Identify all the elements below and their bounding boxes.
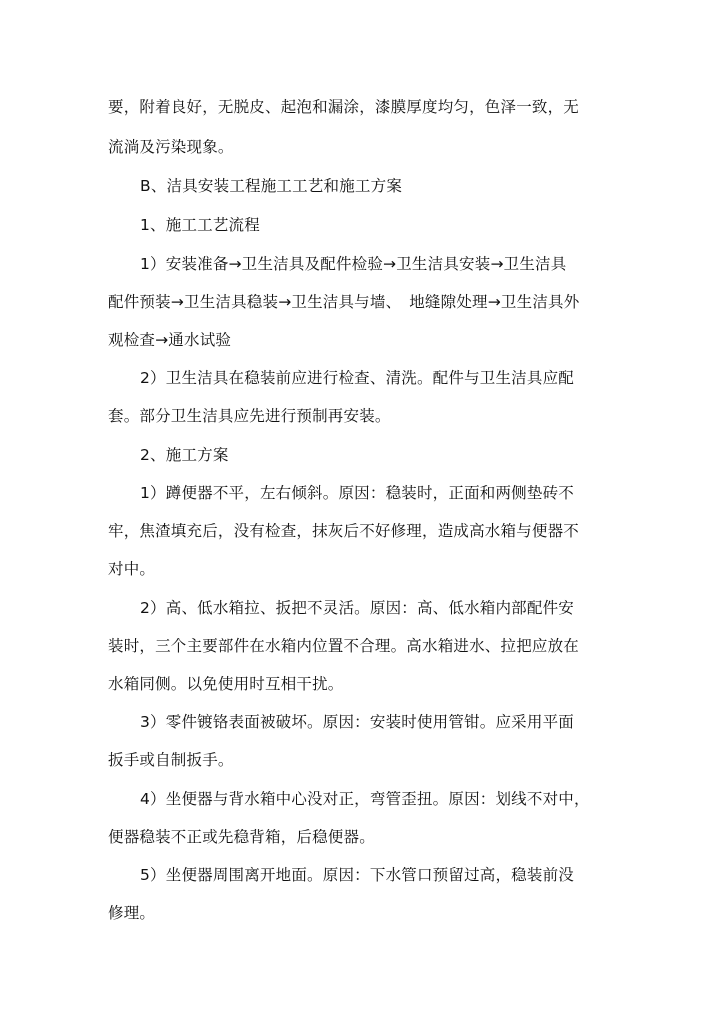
paragraph-issue-4-line: 4）坐便器与背水箱中心没对正，弯管歪扭。原因：划线不对中， xyxy=(140,790,590,808)
subsection-heading-1: 1、施工工艺流程 xyxy=(140,216,260,234)
paragraph-issue-3-line: 扳手或自制扳手。 xyxy=(108,751,234,769)
paragraph-step-1-line: 1）安装准备→卫生洁具及配件检验→卫生洁具安装→卫生洁具 xyxy=(140,255,567,273)
paragraph-issue-2-line: 2）高、低水箱拉、扳把不灵活。原因：高、低水箱内部配件安 xyxy=(140,599,574,617)
text-line-continuation: 要，附着良好，无脱皮、起泡和漏涂，漆膜厚度均匀，色泽一致，无 xyxy=(108,98,580,116)
paragraph-issue-1-line: 牢，焦渣填充后，没有检查，抹灰后不好修理，造成高水箱与便器不 xyxy=(108,522,580,540)
paragraph-issue-5-line: 5）坐便器周围离开地面。原因：下水管口预留过高，稳装前没 xyxy=(140,866,574,884)
paragraph-step-1-line: 配件预装→卫生洁具稳装→卫生洁具与墙、 地缝隙处理→卫生洁具外 xyxy=(108,293,580,311)
paragraph-step-1-line: 观检查→通水试验 xyxy=(108,331,232,349)
paragraph-issue-1-line: 对中。 xyxy=(108,560,156,578)
section-heading-b: B、洁具安装工程施工工艺和施工方案 xyxy=(140,177,403,195)
subsection-heading-2: 2、施工方案 xyxy=(140,446,229,464)
paragraph-issue-5-line: 修理。 xyxy=(108,904,156,922)
text-line: 流淌及污染现象。 xyxy=(108,138,234,156)
paragraph-step-2-line: 2）卫生洁具在稳装前应进行检查、清洗。配件与卫生洁具应配 xyxy=(140,369,574,387)
paragraph-issue-2-line: 水箱同侧。以免使用时互相干扰。 xyxy=(108,675,344,693)
paragraph-issue-2-line: 装时，三个主要部件在水箱内位置不合理。高水箱进水、拉把应放在 xyxy=(108,637,580,655)
paragraph-issue-4-line: 便器稳装不正或先稳背箱，后稳便器。 xyxy=(108,828,375,846)
paragraph-issue-1-line: 1）蹲便器不平，左右倾斜。原因：稳装时，正面和两侧垫砖不 xyxy=(140,484,574,502)
paragraph-step-2-line: 套。部分卫生洁具应先进行预制再安装。 xyxy=(108,407,391,425)
paragraph-issue-3-line: 3）零件镀铬表面被破坏。原因：安装时使用管钳。应采用平面 xyxy=(140,713,574,731)
